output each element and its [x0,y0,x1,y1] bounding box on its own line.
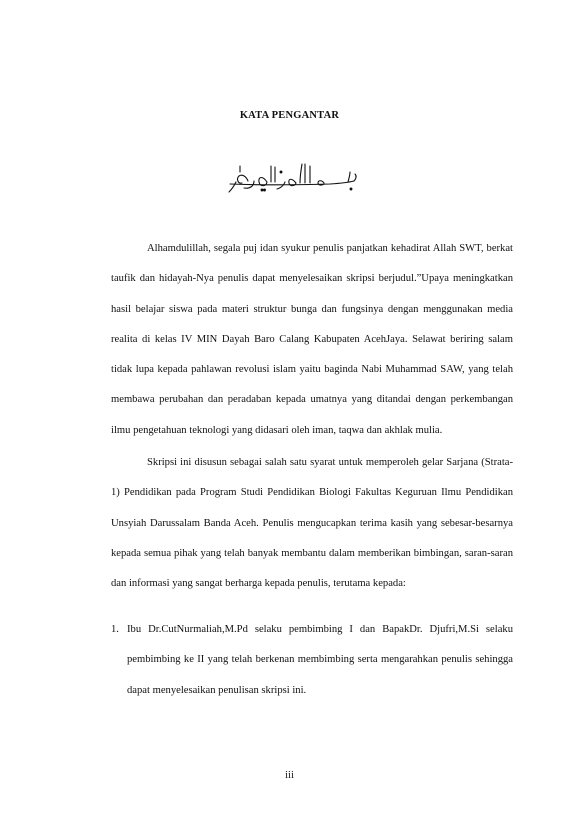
list-item-text: Ibu Dr.CutNurmaliah,M.Pd selaku pembimbing I dan BapakDr. Djufri,M.Si selaku pembimbing ke II yang telah berkenan membimbing serta mengarahkan penulis sehingga dapat menyelesaikan penulisan skripsi ini. [127,624,513,696]
paragraph-2: Skripsi ini disusun sebagai salah satu syarat untuk memperoleh gelar Sarjana (Strata-1) Pendidikan pada Program Studi Pendidikan Biologi Fakultas Keguruan Ilmu Pendidikan Unsyiah Darussalam Banda Aceh. Penulis mengucapkan terima kasih yang sebesar-besarnya kepada semua pihak yang telah banyak membantu dalam memberikan bimbingan, saran-saran dan informasi yang sangat berharga kepada penulis, terutama kepada: [111,457,513,590]
acknowledgement-list [111,615,513,706]
list-item [111,615,513,706]
basmalah-calligraphy-icon [226,158,361,200]
list-item-number: 1. [111,624,119,635]
paragraph-1: Alhamdulillah, segala puj idan syukur penulis panjatkan kehadirat Allah SWT, berkat taufik dan hidayah-Nya penulis dapat menyelesaikan skripsi berjudul.”Upaya meningkatkan hasil belajar siswa pada materi struktur bunga dan fungsinya dengan menggunakan media realita di kelas IV MIN Dayah Baro Calang Kabupaten AcehJaya. Selawat beriring salam tidak lupa kepada pahlawan revolusi islam yaitu baginda Nabi Muhammad SAW, yang telah membawa perubahan dan peradaban kepada umatnya yang ditandai dengan perkembangan ilmu pengetahuan teknologi yang didasari oleh iman, taqwa dan akhlak mulia. [111,243,513,436]
page-number: iii [285,770,294,781]
page-title: KATA PENGANTAR [239,110,340,121]
